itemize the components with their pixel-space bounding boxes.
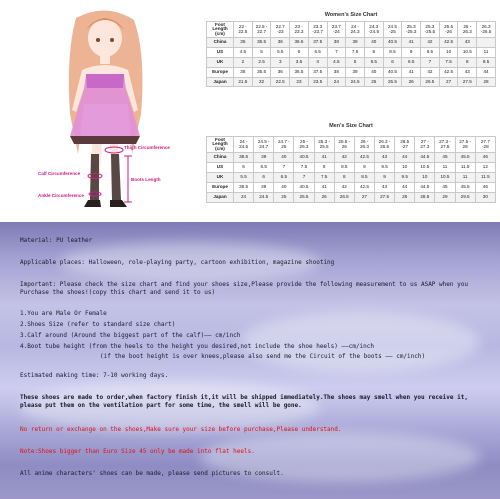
size-cell: 7 bbox=[274, 163, 294, 173]
size-cell: 3.5 bbox=[290, 57, 309, 67]
size-cell: 11 bbox=[435, 163, 455, 173]
size-cell: 10.5 bbox=[415, 163, 435, 173]
size-cell: 7.5 bbox=[346, 47, 365, 57]
row-label: US bbox=[207, 163, 234, 173]
size-cell: 26 bbox=[402, 77, 421, 87]
size-cell: 30 bbox=[475, 193, 495, 203]
size-cell: 38.5 bbox=[234, 183, 254, 193]
size-cell: 8.5 bbox=[334, 163, 354, 173]
foot-length-cell: 25.3 -25.3 bbox=[402, 22, 421, 38]
size-cell: 6.5 bbox=[254, 163, 274, 173]
foot-length-cell: 25.5 -26 bbox=[439, 22, 458, 38]
size-cell: 8.5 bbox=[383, 47, 402, 57]
foot-length-cell: 24.3 -24.5 bbox=[364, 22, 383, 38]
size-cell bbox=[477, 38, 496, 48]
question-calf: 3.Calf around (Around the biggest part of the calf)—— cm/inch bbox=[20, 332, 241, 339]
size-table-header-row bbox=[207, 137, 496, 153]
size-cell: 44.5 bbox=[415, 153, 435, 163]
thigh-circumference-label: Thigh Circumference bbox=[124, 145, 170, 150]
foot-length-cell: 24.7 - 25 bbox=[274, 137, 294, 153]
size-cell: 46 bbox=[475, 183, 495, 193]
size-cell: 41 bbox=[402, 67, 421, 77]
foot-length-cell: 26.3 - 26.5 bbox=[374, 137, 394, 153]
size-cell: 10 bbox=[439, 47, 458, 57]
size-cell: 44 bbox=[395, 183, 415, 193]
size-cell: 29.5 bbox=[455, 193, 475, 203]
foot-length-cell: 22.5 - 22.7 bbox=[252, 22, 271, 38]
row-label: Japan bbox=[207, 193, 234, 203]
question-boot-circuit: (if the boot height is over knees,please also send me the Circuit of the boots —— cm/inch) bbox=[100, 353, 426, 360]
size-cell: 27 bbox=[354, 193, 374, 203]
size-table-row bbox=[207, 47, 496, 57]
size-cell: 6 bbox=[383, 57, 402, 67]
size-cell: 5 bbox=[346, 57, 365, 67]
size-cell: 35 bbox=[234, 38, 253, 48]
size-cell: 5.5 bbox=[271, 47, 290, 57]
size-cell: 7.5 bbox=[314, 173, 334, 183]
row-label: China bbox=[207, 38, 234, 48]
size-cell: 44 bbox=[395, 153, 415, 163]
size-cell: 39 bbox=[254, 183, 274, 193]
size-cell: 36 bbox=[271, 67, 290, 77]
size-cell: 41 bbox=[402, 38, 421, 48]
size-chart-panel bbox=[0, 0, 500, 222]
size-cell: 4 bbox=[308, 57, 327, 67]
foot-length-header: Foot Length (cm) bbox=[207, 22, 234, 38]
size-cell: 2.5 bbox=[252, 57, 271, 67]
foot-length-cell: 22.7 -23 bbox=[271, 22, 290, 38]
size-cell: 25 bbox=[274, 193, 294, 203]
foot-length-header: Foot Length (cm) bbox=[207, 137, 234, 153]
size-cell: 28 bbox=[395, 193, 415, 203]
size-cell: 12 bbox=[475, 163, 495, 173]
foot-length-cell: 24 - 24.5 bbox=[234, 137, 254, 153]
size-cell: 38 bbox=[327, 38, 346, 48]
size-cell: 40.5 bbox=[294, 153, 314, 163]
foot-length-cell: 23.3 -23.7 bbox=[308, 22, 327, 38]
size-cell: 42.5 bbox=[354, 183, 374, 193]
size-cell: 38 bbox=[327, 67, 346, 77]
size-cell: 7 bbox=[421, 57, 440, 67]
size-cell: 35.5 bbox=[252, 67, 271, 77]
question-boot-height: 4.Boot tube height (from the heels to the height you desired,not include the shoe heels) ——cm/inch bbox=[20, 343, 375, 350]
foot-length-cell: 24 - 24.3 bbox=[346, 22, 365, 38]
foot-length-cell: 25.3 - 25.5 bbox=[314, 137, 334, 153]
size-cell: 3 bbox=[271, 57, 290, 67]
size-cell: 41 bbox=[314, 153, 334, 163]
foot-length-cell: 27.3 - 27.5 bbox=[435, 137, 455, 153]
size-table-row bbox=[207, 153, 496, 163]
size-cell: 11 bbox=[477, 47, 496, 57]
applicable-places-text: Applicable places: Halloween, role-playing party, cartoon exhibition, magazine shooting bbox=[20, 259, 335, 266]
size-cell: 36.5 bbox=[290, 67, 309, 77]
foot-length-cell: 23.7 -24 bbox=[327, 22, 346, 38]
size-cell: 6 bbox=[234, 163, 254, 173]
size-cell: 25.5 bbox=[383, 77, 402, 87]
size-cell: 45 bbox=[435, 183, 455, 193]
size-cell: 9 bbox=[354, 163, 374, 173]
size-cell: 8 bbox=[364, 47, 383, 57]
size-cell: 35.5 bbox=[252, 38, 271, 48]
womens-size-table bbox=[206, 21, 496, 87]
size-cell: 40 bbox=[274, 183, 294, 193]
size-cell: 5.5 bbox=[234, 173, 254, 183]
size-cell: 40 bbox=[364, 38, 383, 48]
row-label: US bbox=[207, 47, 234, 57]
size-cell: 9 bbox=[374, 173, 394, 183]
size-cell: 28.5 bbox=[415, 193, 435, 203]
size-cell: 42 bbox=[421, 38, 440, 48]
size-table-row bbox=[207, 38, 496, 48]
smell-notice-text: These shoes are made to order,when factory finish it,it will be shipped immediately.The shoes may smell when you receive it, please put them on the ventilation part for some time, the smell will be gone. bbox=[20, 394, 468, 409]
size-cell: 39 bbox=[346, 38, 365, 48]
size-cell: 8 bbox=[314, 163, 334, 173]
size-cell: 40 bbox=[274, 153, 294, 163]
size-cell: 26.5 bbox=[334, 193, 354, 203]
size-cell: 46 bbox=[475, 153, 495, 163]
size-cell: 37.5 bbox=[308, 67, 327, 77]
size-cell: 24 bbox=[327, 77, 346, 87]
size-cell: 8.5 bbox=[477, 57, 496, 67]
size-cell: 6.5 bbox=[402, 57, 421, 67]
size-cell: 40 bbox=[364, 67, 383, 77]
question-gender: 1.You are Male Or Female bbox=[20, 310, 107, 317]
size-cell: 43 bbox=[458, 38, 477, 48]
row-label: UK bbox=[207, 57, 234, 67]
size-cell: 22 bbox=[252, 77, 271, 87]
size-cell: 7 bbox=[294, 173, 314, 183]
size-cell: 6 bbox=[290, 47, 309, 57]
size-cell: 44 bbox=[477, 67, 496, 77]
size-table-row bbox=[207, 57, 496, 67]
size-cell: 5.5 bbox=[364, 57, 383, 67]
row-label: Europe bbox=[207, 183, 234, 193]
size-cell: 42 bbox=[334, 183, 354, 193]
foot-length-cell: 23 - 23.3 bbox=[290, 22, 309, 38]
size-cell: 11.5 bbox=[475, 173, 495, 183]
size-cell: 27.5 bbox=[458, 77, 477, 87]
row-label: China bbox=[207, 153, 234, 163]
size-cell: 10.5 bbox=[435, 173, 455, 183]
size-cell: 10 bbox=[415, 173, 435, 183]
size-cell: 10 bbox=[395, 163, 415, 173]
womens-size-chart-title: Women's Size Chart bbox=[324, 12, 378, 18]
foot-length-cell: 27.7 -28 bbox=[475, 137, 495, 153]
size-table-row bbox=[207, 67, 496, 77]
size-cell: 45.5 bbox=[455, 153, 475, 163]
size-cell: 43 bbox=[374, 183, 394, 193]
size-cell: 28 bbox=[477, 77, 496, 87]
size-table-header-row bbox=[207, 22, 496, 38]
size-cell: 42.5 bbox=[354, 153, 374, 163]
ankle-circumference-label: Ankle Circumference bbox=[38, 193, 84, 198]
size-cell: 6 bbox=[254, 173, 274, 183]
size-cell: 9 bbox=[402, 47, 421, 57]
product-info-panel bbox=[0, 222, 500, 499]
size-cell: 39 bbox=[254, 153, 274, 163]
size-cell: 8 bbox=[458, 57, 477, 67]
size-cell: 42.5 bbox=[439, 38, 458, 48]
foot-length-cell: 26 - 26.3 bbox=[354, 137, 374, 153]
size-cell: 43 bbox=[374, 153, 394, 163]
size-cell: 26.5 bbox=[421, 77, 440, 87]
size-cell: 27 bbox=[439, 77, 458, 87]
size-cell: 10.5 bbox=[458, 47, 477, 57]
foot-length-cell: 27 - 27.3 bbox=[415, 137, 435, 153]
size-table-row bbox=[207, 77, 496, 87]
size-cell: 40.5 bbox=[383, 38, 402, 48]
row-label: Japan bbox=[207, 77, 234, 87]
size-cell: 6.5 bbox=[308, 47, 327, 57]
size-cell: 7.5 bbox=[294, 163, 314, 173]
size-cell: 23.5 bbox=[308, 77, 327, 87]
size-cell: 42 bbox=[421, 67, 440, 77]
size-cell: 43 bbox=[458, 67, 477, 77]
size-cell: 40.5 bbox=[294, 183, 314, 193]
size-cell: 24.5 bbox=[346, 77, 365, 87]
size-cell: 25 bbox=[364, 77, 383, 87]
size-cell: 2 bbox=[234, 57, 253, 67]
anime-shoes-text: All anime characters' shoes can be made, please send pictures to consult. bbox=[20, 470, 284, 477]
size-cell: 41 bbox=[314, 183, 334, 193]
size-table-row bbox=[207, 183, 496, 193]
size-cell: 4.5 bbox=[234, 47, 253, 57]
material-text: Material: PU leather bbox=[20, 237, 93, 244]
important-notice-text: Important: Please check the size chart and find your shoes size,Please provide the following measurement to us ASAP when you Purchase the shoes!(copy this chart and send it to us) bbox=[20, 281, 468, 296]
size-cell: 21.5 bbox=[234, 77, 253, 87]
mens-size-table bbox=[206, 136, 496, 203]
size-cell: 7 bbox=[327, 47, 346, 57]
size-cell: 8.5 bbox=[354, 173, 374, 183]
size-cell: 39 bbox=[346, 67, 365, 77]
size-cell: 11 bbox=[455, 173, 475, 183]
size-table-row bbox=[207, 173, 496, 183]
size-cell: 27.5 bbox=[374, 193, 394, 203]
foot-length-cell: 24.5 - 24.7 bbox=[254, 137, 274, 153]
size-cell: 23 bbox=[290, 77, 309, 87]
mens-size-chart-title: Men's Size Chart bbox=[329, 123, 373, 129]
size-cell: 42.5 bbox=[439, 67, 458, 77]
size-cell: 44.5 bbox=[415, 183, 435, 193]
size-cell: 45 bbox=[435, 153, 455, 163]
size-cell: 35 bbox=[234, 67, 253, 77]
foot-length-cell: 26 - 26.3 bbox=[458, 22, 477, 38]
boots-length-label: Boots Length bbox=[131, 177, 161, 182]
size-cell: 8 bbox=[334, 173, 354, 183]
size-table-row bbox=[207, 163, 496, 173]
size-cell: 29 bbox=[435, 193, 455, 203]
question-shoe-size: 2.Shoes Size (refer to standard size chart) bbox=[20, 321, 176, 328]
foot-length-cell: 22 - 22.5 bbox=[234, 22, 253, 38]
foot-length-cell: 24.5 -25 bbox=[383, 22, 402, 38]
size-cell: 26 bbox=[314, 193, 334, 203]
character-illustration bbox=[6, 4, 200, 220]
size-cell: 5 bbox=[252, 47, 271, 57]
foot-length-cell: 26.3 -26.5 bbox=[477, 22, 496, 38]
size-cell: 7.5 bbox=[439, 57, 458, 67]
size-cell: 36.5 bbox=[290, 38, 309, 48]
foot-length-cell: 26.5 -27 bbox=[395, 137, 415, 153]
size-cell: 4.5 bbox=[327, 57, 346, 67]
size-table-row bbox=[207, 193, 496, 203]
size-cell: 24.5 bbox=[254, 193, 274, 203]
foot-length-cell: 27.5 - 28 bbox=[455, 137, 475, 153]
size-cell: 11.5 bbox=[455, 163, 475, 173]
foot-length-cell: 25.5 - 26 bbox=[334, 137, 354, 153]
size-cell: 6.5 bbox=[274, 173, 294, 183]
flat-heels-note: Note:Shoes bigger than Euro Size 45 only be made into flat heels. bbox=[20, 448, 255, 455]
foot-length-cell: 25 - 25.3 bbox=[294, 137, 314, 153]
size-cell: 9.5 bbox=[374, 163, 394, 173]
size-cell: 9.5 bbox=[395, 173, 415, 183]
size-cell: 37.5 bbox=[308, 38, 327, 48]
row-label: Europe bbox=[207, 67, 234, 77]
size-cell: 24 bbox=[234, 193, 254, 203]
size-cell: 38.5 bbox=[234, 153, 254, 163]
size-cell: 36 bbox=[271, 38, 290, 48]
size-cell: 9.5 bbox=[421, 47, 440, 57]
size-cell: 22.5 bbox=[271, 77, 290, 87]
size-cell: 45.5 bbox=[455, 183, 475, 193]
making-time-text: Estimated making time: 7-10 working days. bbox=[20, 372, 169, 379]
size-cell: 42 bbox=[334, 153, 354, 163]
row-label: UK bbox=[207, 173, 234, 183]
no-return-text: No return or exchange on the shoes,Make sure your size before purchase,Please understand. bbox=[20, 426, 342, 433]
size-cell: 25.5 bbox=[294, 193, 314, 203]
foot-length-cell: 25.3 -25.5 bbox=[421, 22, 440, 38]
calf-circumference-label: Calf Circumference bbox=[38, 171, 81, 176]
size-cell: 40.5 bbox=[383, 67, 402, 77]
